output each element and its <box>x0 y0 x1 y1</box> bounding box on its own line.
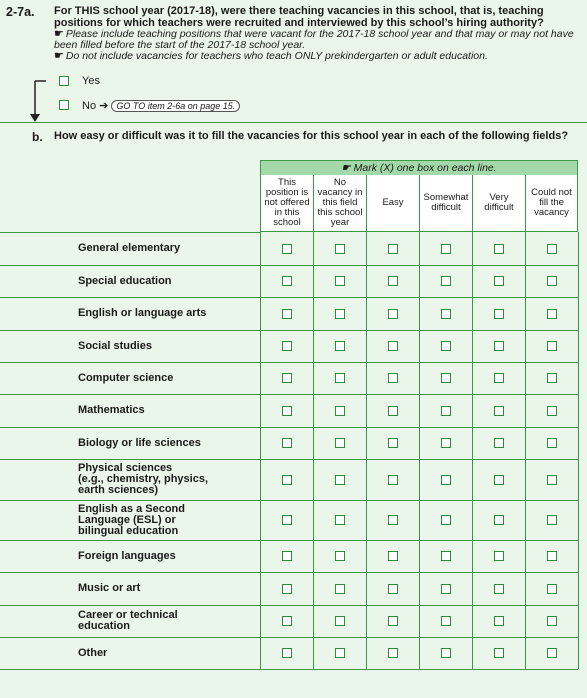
answer-checkbox[interactable] <box>441 438 451 448</box>
pointing-hand-icon: ☛ <box>54 28 64 40</box>
answer-checkbox[interactable] <box>441 648 451 658</box>
column-header-line: year <box>330 217 350 228</box>
row-label-line: Special education <box>78 274 172 287</box>
row-divider <box>0 427 578 428</box>
mark-instruction-header: ☛ Mark (X) one box on each line. <box>260 160 578 175</box>
answer-checkbox[interactable] <box>282 341 292 351</box>
answer-checkbox[interactable] <box>335 584 345 594</box>
answer-checkbox[interactable] <box>441 551 451 561</box>
row-label <box>78 648 253 659</box>
row-label <box>78 308 253 319</box>
answer-checkbox[interactable] <box>335 309 345 319</box>
answer-checkbox[interactable] <box>388 341 398 351</box>
answer-checkbox[interactable] <box>388 276 398 286</box>
answer-checkbox[interactable] <box>335 616 345 626</box>
row-label-line: Social studies <box>78 339 152 352</box>
answer-checkbox[interactable] <box>282 648 292 658</box>
row-label-line: English as a Second <box>78 502 185 515</box>
pointing-hand-icon: ☛ <box>54 50 64 62</box>
answer-checkbox[interactable] <box>282 515 292 525</box>
row-label-line: bilingual education <box>78 524 179 537</box>
answer-checkbox[interactable] <box>441 276 451 286</box>
pointing-hand-icon: ☛ <box>341 162 351 174</box>
answer-checkbox[interactable] <box>547 584 557 594</box>
row-divider <box>0 500 578 501</box>
answer-checkbox[interactable] <box>547 373 557 383</box>
row-divider <box>0 297 578 298</box>
column-header <box>260 175 313 232</box>
answer-checkbox[interactable] <box>494 309 504 319</box>
row-label-line: Language (ESL) or <box>78 513 176 526</box>
section-divider <box>0 122 587 123</box>
grid-vertical-line <box>578 232 579 669</box>
answer-checkbox[interactable] <box>441 244 451 254</box>
answer-checkbox[interactable] <box>494 648 504 658</box>
row-divider <box>0 605 578 606</box>
row-label-line: Biology or life sciences <box>78 436 201 449</box>
answer-checkbox[interactable] <box>388 244 398 254</box>
question-text-b: How easy or difficult was it to fill the vacancies for this school year in each of the following fields? <box>54 130 569 142</box>
answer-checkbox[interactable] <box>388 515 398 525</box>
answer-checkbox[interactable] <box>494 406 504 416</box>
answer-checkbox[interactable] <box>494 551 504 561</box>
row-label-line: education <box>78 620 130 632</box>
no-checkbox[interactable] <box>59 100 69 110</box>
answer-checkbox[interactable] <box>388 309 398 319</box>
answer-checkbox[interactable] <box>282 616 292 626</box>
column-header-line: No <box>333 177 347 188</box>
column-header-line: in this <box>274 207 300 218</box>
row-label-line: Music or art <box>78 582 141 594</box>
row-label-line: General elementary <box>78 242 181 254</box>
column-header <box>366 175 419 232</box>
answer-checkbox[interactable] <box>388 551 398 561</box>
column-header <box>472 175 525 232</box>
answer-checkbox[interactable] <box>335 515 345 525</box>
row-label-line: Computer science <box>78 371 174 384</box>
row-divider <box>0 330 578 331</box>
row-label <box>78 463 253 496</box>
answer-checkbox[interactable] <box>388 584 398 594</box>
answer-checkbox[interactable] <box>547 406 557 416</box>
answer-checkbox[interactable] <box>547 551 557 561</box>
row-divider <box>0 572 578 573</box>
row-divider <box>0 232 260 233</box>
answer-checkbox[interactable] <box>335 341 345 351</box>
skip-arrow-icon <box>26 78 56 124</box>
row-divider <box>0 394 578 395</box>
row-label <box>78 610 253 632</box>
answer-checkbox[interactable] <box>441 373 451 383</box>
answer-checkbox[interactable] <box>547 438 557 448</box>
column-header-line: position is <box>265 187 309 198</box>
row-label <box>78 583 253 594</box>
answer-checkbox[interactable] <box>335 475 345 485</box>
yes-checkbox[interactable] <box>59 76 69 86</box>
answer-checkbox[interactable] <box>441 616 451 626</box>
answer-checkbox[interactable] <box>441 475 451 485</box>
row-label <box>78 405 253 416</box>
column-header-line: Very <box>489 192 509 203</box>
answer-checkbox[interactable] <box>282 475 292 485</box>
answer-checkbox[interactable] <box>282 406 292 416</box>
column-header-line: Could not <box>531 187 572 198</box>
answer-checkbox[interactable] <box>494 515 504 525</box>
answer-checkbox[interactable] <box>282 551 292 561</box>
answer-checkbox[interactable] <box>335 551 345 561</box>
instruction-note-1: ☛ Please include teaching positions that were vacant for the 2017-18 school year and that may or may not have been filled before the start of the 2017-18 school year. <box>54 28 574 51</box>
answer-checkbox[interactable] <box>388 648 398 658</box>
column-header-line: This <box>278 177 296 188</box>
answer-checkbox[interactable] <box>335 648 345 658</box>
row-label <box>78 373 253 384</box>
row-label-line: Other <box>78 646 108 659</box>
yes-label: Yes <box>82 75 100 87</box>
column-header <box>525 175 578 232</box>
row-label <box>78 438 253 449</box>
answer-checkbox[interactable] <box>441 309 451 319</box>
row-divider <box>0 540 578 541</box>
answer-checkbox[interactable] <box>494 438 504 448</box>
answer-checkbox[interactable] <box>441 515 451 525</box>
answer-checkbox[interactable] <box>282 584 292 594</box>
answer-checkbox[interactable] <box>282 309 292 319</box>
answer-checkbox[interactable] <box>282 373 292 383</box>
row-label-line: Career or technical <box>78 609 178 621</box>
column-header-line: vacancy <box>534 207 569 218</box>
answer-checkbox[interactable] <box>494 341 504 351</box>
answer-checkbox[interactable] <box>494 244 504 254</box>
answer-checkbox[interactable] <box>335 244 345 254</box>
question-number-a: 2-7a. <box>6 5 35 19</box>
arrow-right-icon: ➔ <box>99 100 109 112</box>
answer-checkbox[interactable] <box>547 276 557 286</box>
answer-checkbox[interactable] <box>547 341 557 351</box>
row-label-line: Mathematics <box>78 404 145 416</box>
answer-checkbox[interactable] <box>547 475 557 485</box>
row-label <box>78 276 253 287</box>
row-label-line: Foreign languages <box>78 549 176 562</box>
question-text-a: For THIS school year (2017-18), were there teaching vacancies in this school, that is, teaching positions for which teachers were recruited and interviewed by this school’s hiring authority? <box>54 5 544 29</box>
row-label <box>78 504 253 537</box>
column-header-line: this school <box>317 207 363 218</box>
column-header-line: not offered <box>264 197 310 208</box>
answer-checkbox[interactable] <box>547 309 557 319</box>
column-header-line: Easy <box>382 197 404 208</box>
answer-checkbox[interactable] <box>441 584 451 594</box>
answer-checkbox[interactable] <box>282 244 292 254</box>
row-label-line: English or language arts <box>78 307 207 319</box>
answer-checkbox[interactable] <box>441 341 451 351</box>
answer-checkbox[interactable] <box>494 475 504 485</box>
row-divider <box>0 362 578 363</box>
answer-checkbox[interactable] <box>547 616 557 626</box>
answer-checkbox[interactable] <box>388 373 398 383</box>
column-header-line: school <box>273 217 301 228</box>
answer-checkbox[interactable] <box>494 584 504 594</box>
row-label-line: Physical sciences <box>78 462 173 474</box>
answer-checkbox[interactable] <box>547 648 557 658</box>
answer-checkbox[interactable] <box>494 616 504 626</box>
answer-checkbox[interactable] <box>282 276 292 286</box>
answer-checkbox[interactable] <box>388 406 398 416</box>
column-header <box>313 175 366 232</box>
answer-checkbox[interactable] <box>547 244 557 254</box>
answer-checkbox[interactable] <box>494 373 504 383</box>
row-divider <box>0 459 578 460</box>
row-label <box>78 243 253 254</box>
column-header-line: vacancy in <box>317 187 363 198</box>
goto-instruction: GO TO item 2-6a on page 15. <box>111 100 240 112</box>
row-label <box>78 551 253 562</box>
answer-checkbox[interactable] <box>335 373 345 383</box>
question-number-b: b. <box>32 130 43 144</box>
answer-checkbox[interactable] <box>335 406 345 416</box>
row-label-line: earth sciences) <box>78 484 159 496</box>
column-header <box>419 175 472 232</box>
row-divider <box>0 637 578 638</box>
answer-checkbox[interactable] <box>547 515 557 525</box>
answer-checkbox[interactable] <box>441 406 451 416</box>
column-header-line: difficult <box>431 202 461 213</box>
answer-checkbox[interactable] <box>388 438 398 448</box>
answer-checkbox[interactable] <box>335 438 345 448</box>
column-header-line: Somewhat <box>423 192 469 203</box>
column-header-line: difficult <box>484 202 514 213</box>
answer-checkbox[interactable] <box>388 475 398 485</box>
answer-checkbox[interactable] <box>494 276 504 286</box>
answer-checkbox[interactable] <box>282 438 292 448</box>
row-divider <box>0 669 578 670</box>
row-divider <box>0 265 578 266</box>
answer-checkbox[interactable] <box>335 276 345 286</box>
no-label: No ➔ GO TO item 2-6a on page 15. <box>82 99 240 112</box>
column-header-line: fill the <box>539 197 564 208</box>
row-label-line: (e.g., chemistry, physics, <box>78 473 209 485</box>
column-header-line: this field <box>322 197 358 208</box>
answer-checkbox[interactable] <box>388 616 398 626</box>
instruction-note-2: ☛ Do not include vacancies for teachers who teach ONLY prekindergarten or adult education. <box>54 50 488 62</box>
row-label <box>78 341 253 352</box>
